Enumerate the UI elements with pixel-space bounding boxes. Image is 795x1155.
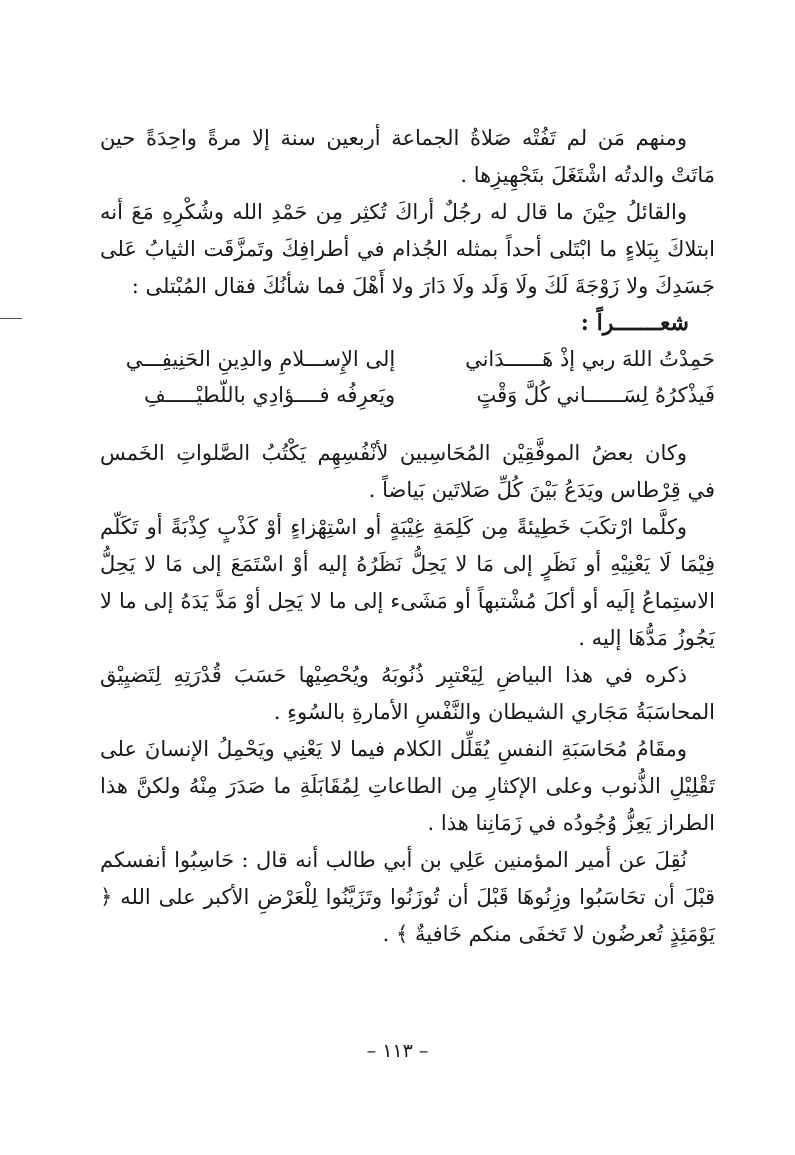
poem-verses xyxy=(100,341,715,413)
verse-second-hemistich: إلى الإِســـلامِ والدِينِ الحَنِيفِـــي xyxy=(125,347,396,371)
poem-verse xyxy=(100,341,715,377)
margin-tick-mark xyxy=(0,318,22,319)
paragraph-imam-ali-quote: نُقِلَ عن أمير المؤمنين عَلِي بن أبي طالب أنه قال : حَاسِبُوا أنفسكم قبْلَ أن تحَاسَبُوا وزِنُوهَا قَبْلَ أن تُوزَنُوا وتَزَيَّنُوا لِلْعَرْضِ الأكبر على الله ﴿ يَوْمَئِذٍ تُعرضُون لا تَخفَى منكم خَافيةٌ ﴾ . xyxy=(100,848,715,946)
paragraph-sins: وكلَّما ارْتكَبَ خَطِيئةً مِن كَلِمَةِ غِيْبَةٍ أو اسْتِهْزاءٍ أوْ كَذْبٍ كِذْبَةً أو تَكَلّم فِيْمَا لَا يَعْنِيْهِ أو نَظَرٍ إلى مَا لا يَحِلُّ نَظَرُهُ إليه أوْ اسْتَمَعَ إلى مَا لا يَحِلُّ الاستِماعُ إلَيه أو أكلَ مُشْتبهاً أو مَشَىء إلى ما لا يَحِل أوْ مَدَّ يَدَهُ إلى ما لا يَجُوزُ مَدُّهَا إليه . xyxy=(100,515,715,650)
page-body xyxy=(100,120,715,953)
paragraph-writing-prayers: وكان بعضُ الموفَّقِيْن المُحَاسِبين لأنْفُسِهِم يَكْتُبُ الصَّلواتِ الخَمس في قِرْطاس ويَدَعُ بَيْنَ كُلِّ صَلاتَين بَياضاً . xyxy=(100,441,715,502)
poem-verse xyxy=(100,377,715,413)
paragraph-blank-space: ذكره في هذا البياضِ لِيَعْتبِر ذُنُوبَهُ ويُحْصِيْها حَسَبَ قُدْرَتِهِ لِتَضيِيْق المحاسَبَةُ مَجَاري الشيطان والنَّفْسِ الأمارةِ بالسُوءِ . xyxy=(100,663,715,724)
verse-first-hemistich: حَمِدْتُ اللهَ ربي إذْ هَــــــدَاني xyxy=(465,347,715,371)
paragraph-self-accounting: ومقَامُ مُحَاسَبَةِ النفسِ يُقَلِّل الكلام فيما لا يَعْنِي ويَحْمِلُ الإنسانَ على تَقْلِيْلِ الذُّنوب وعلى الإكثارِ مِن الطاعاتِ لِمُقَابَلَةِ ما صَدَرَ مِنْهُ ولكنَّ هذا الطراز يَعِزُّ وُجُودُه في زَمَانِنا هذا . xyxy=(100,737,715,835)
paragraph-prayer: ومنهم مَن لم تَفُتْه صَلاةُ الجماعة أربعين سنة إلا مرةً واحِدَةً حين مَاتَتْ والدتُه اشْتَغَلَ بتَجْهِيزِها . xyxy=(100,126,715,187)
verse-first-hemistich: فَيذْكرُهُ لِسَــــــاني كُلَّ وَقْتٍ xyxy=(476,383,715,407)
paragraph-afflicted-man: والقائلُ حِيْنَ ما قال له رجُلٌ أراكَ تُكثِر مِن حَمْدِ الله وشُكْرِهِ مَعَ أنه ابتلاكَ بِبَلاءٍ ما ابْتَلى أحداً بمثله الجُذام في أطرافِكَ وتَمزَّقَت الثيابُ عَلى جَسَدِكَ ولا زَوْجَةَ لَكَ ولَا وَلَد ولَا دَارَ ولا أَهْلَ فما شأنُكَ فقال المُبْتلى : xyxy=(100,200,715,298)
verse-second-hemistich: ويَعرِفُه فــــؤادِي باللّطيْـــــفِ xyxy=(144,383,396,407)
poem-heading: شعـــــــراً : xyxy=(580,310,689,336)
page-number: – ١١٣ – xyxy=(366,1040,429,1062)
